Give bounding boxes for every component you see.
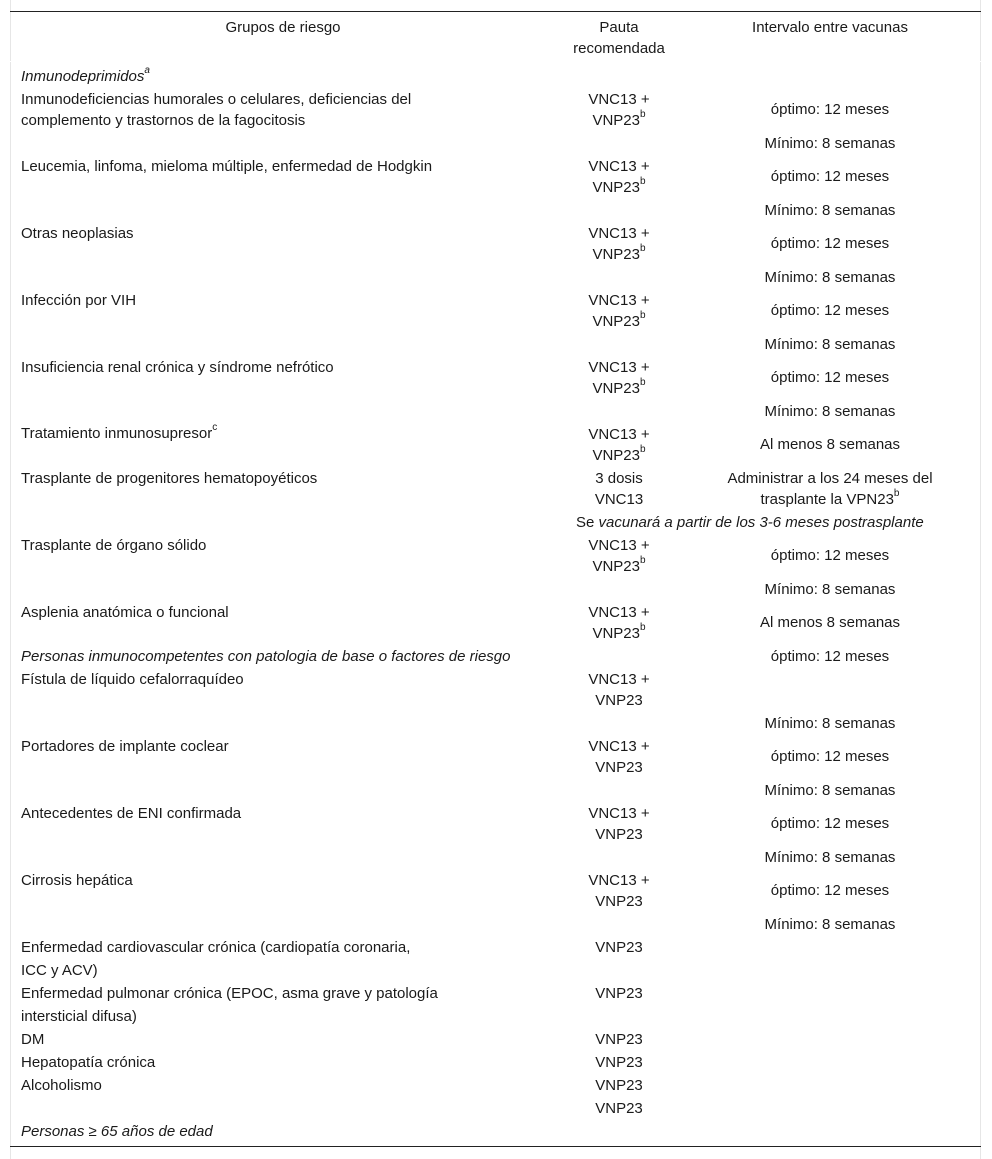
section-immunocompetent: Personas inmunocompetentes con patologia de base o factores de riesgo <box>21 648 511 665</box>
header-schedule-line2: recomendada <box>573 40 665 57</box>
row-schedule-line2: VNP23$^b$ <box>592 109 646 129</box>
row-schedule: VNP23 <box>595 1100 643 1117</box>
row-interval: Mínimo: 8 semanas <box>764 782 896 799</box>
row-group: Trasplante de progenitores hematopoyéticos <box>21 470 318 487</box>
row-schedule-line2: VNP23 <box>595 759 643 776</box>
row-group: Alcoholismo <box>21 1077 102 1094</box>
row-schedule: VNP23 <box>595 1031 643 1048</box>
row-schedule: VNC13 + <box>588 872 650 889</box>
row-interval: Administrar a los 24 meses del <box>727 470 933 487</box>
row-schedule-line2: VNP23$^b$ <box>592 555 646 575</box>
row-interval: óptimo: 12 meses <box>770 547 890 564</box>
row-schedule: VNP23 <box>595 985 643 1002</box>
row-group: Enfermedad cardiovascular crónica (cardiopatía coronaria, <box>21 939 411 956</box>
row-interval-line2: trasplante la VPN23$^b$ <box>760 488 900 508</box>
row-interval: óptimo: 12 meses <box>770 101 890 118</box>
row-schedule: 3 dosis <box>595 470 643 487</box>
row-group-line2: intersticial difusa) <box>21 1008 137 1025</box>
row-group: Trasplante de órgano sólido <box>21 537 207 554</box>
row-group: Tratamiento inmunosupresor$^c$ <box>21 422 218 442</box>
row-group: Cirrosis hepática <box>21 872 133 889</box>
row-interval: Mínimo: 8 semanas <box>764 715 896 732</box>
row-schedule: VNC13 + <box>588 359 650 376</box>
row-interval: óptimo: 12 meses <box>770 302 890 319</box>
row-schedule: VNC13 + <box>588 805 650 822</box>
row-group: Enfermedad pulmonar crónica (EPOC, asma grave y patología <box>21 985 438 1002</box>
row-schedule-line2: VNP23 <box>595 826 643 843</box>
row-group: Asplenia anatómica o funcional <box>21 604 229 621</box>
row-group: Infección por VIH <box>21 292 137 309</box>
row-interval: óptimo: 12 meses <box>770 648 890 665</box>
row-schedule: VNC13 + <box>588 426 650 443</box>
row-schedule: VNC13 + <box>588 158 650 175</box>
row-interval: Mínimo: 8 semanas <box>764 269 896 286</box>
row-interval: óptimo: 12 meses <box>770 168 890 185</box>
row-interval: Mínimo: 8 semanas <box>764 916 896 933</box>
row-schedule: VNC13 + <box>588 225 650 242</box>
row-schedule: VNC13 + <box>588 537 650 554</box>
row-schedule-line2: VNC13 <box>594 491 644 508</box>
row-schedule-line2: VNP23 <box>595 893 643 910</box>
header-schedule-line1: Pauta <box>599 19 639 36</box>
row-schedule: VNP23 <box>595 1077 643 1094</box>
row-schedule: VNP23 <box>595 939 643 956</box>
row-schedule: VNP23 <box>595 1054 643 1071</box>
row-schedule-line2: VNP23 <box>595 692 643 709</box>
section-immunocompromised: Inmunodeprimidos$^a$ <box>21 65 150 85</box>
row-schedule: VNC13 + <box>588 738 650 755</box>
row-group: Inmunodeficiencias humorales o celulares, deficiencias del <box>21 91 412 108</box>
row-interval: óptimo: 12 meses <box>770 235 890 252</box>
row-interval: óptimo: 12 meses <box>770 748 890 765</box>
row-schedule: VNC13 + <box>588 292 650 309</box>
row-group: DM <box>21 1031 45 1048</box>
header-interval: Intervalo entre vacunas <box>752 19 908 36</box>
row-schedule-line2: VNP23$^b$ <box>592 176 646 196</box>
row-interval: óptimo: 12 meses <box>770 882 890 899</box>
row-interval: Mínimo: 8 semanas <box>764 135 896 152</box>
row-schedule-line2: VNP23$^b$ <box>592 243 646 263</box>
table-header-rule <box>10 61 981 62</box>
row-group: Otras neoplasias <box>21 225 134 242</box>
row-interval: Mínimo: 8 semanas <box>764 336 896 353</box>
row-schedule: VNC13 + <box>588 604 650 621</box>
row-group: Leucemia, linfoma, mieloma múltiple, enfermedad de Hodgkin <box>21 158 433 175</box>
row-group: Portadores de implante coclear <box>21 738 229 755</box>
row-group: Fístula de líquido cefalorraquídeo <box>21 671 244 688</box>
row-interval: Al menos 8 semanas <box>759 436 901 453</box>
row-schedule: VNC13 + <box>588 671 650 688</box>
table-top-rule <box>10 11 981 12</box>
row-group: Hepatopatía crónica <box>21 1054 156 1071</box>
row-interval: Mínimo: 8 semanas <box>764 202 896 219</box>
row-interval: óptimo: 12 meses <box>770 815 890 832</box>
row-interval: óptimo: 12 meses <box>770 369 890 386</box>
row-schedule-line2: VNP23$^b$ <box>592 377 646 397</box>
row-schedule-line2: VNP23$^b$ <box>592 444 646 464</box>
section-elderly: Personas ≥ 65 años de edad <box>21 1123 213 1140</box>
row-interval: Mínimo: 8 semanas <box>764 581 896 598</box>
header-risk-groups: Grupos de riesgo <box>225 19 341 36</box>
row-interval: Mínimo: 8 semanas <box>764 849 896 866</box>
row-group: Antecedentes de ENI confirmada <box>21 805 242 822</box>
row-interval-note: Se vacunará a partir de los 3-6 meses postrasplante <box>576 514 924 531</box>
row-group-line2: ICC y ACV) <box>21 962 98 979</box>
table-bottom-rule <box>10 1146 981 1147</box>
row-group-line2: complemento y trastornos de la fagocitosis <box>21 112 306 129</box>
row-group: Insuficiencia renal crónica y síndrome nefrótico <box>21 359 334 376</box>
row-interval: Al menos 8 semanas <box>759 614 901 631</box>
row-schedule-line2: VNP23$^b$ <box>592 622 646 642</box>
row-interval: Mínimo: 8 semanas <box>764 403 896 420</box>
row-schedule: VNC13 + <box>588 91 650 108</box>
row-schedule-line2: VNP23$^b$ <box>592 310 646 330</box>
